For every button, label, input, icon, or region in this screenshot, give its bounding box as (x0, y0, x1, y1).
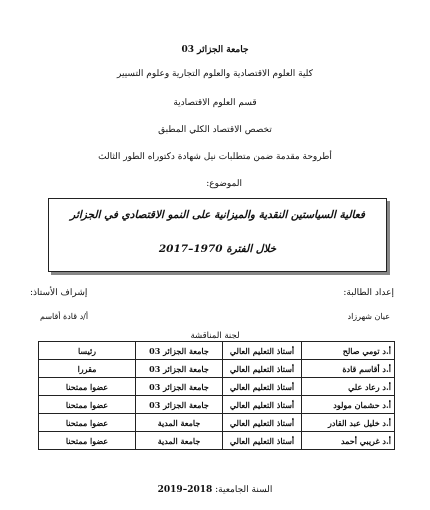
academic-year-label: السنة الجامعية: (215, 485, 273, 495)
committee-member-name: أ.د رعاد علي (302, 378, 395, 396)
thesis-title-box (48, 198, 387, 272)
committee-member-rank: أستاذ التعليم العالي (223, 414, 302, 432)
committee-member-institution: جامعة المدية (136, 432, 223, 450)
committee-label: لجنة المناقشة (190, 331, 240, 341)
academic-year (0, 484, 430, 496)
committee-member-name: أ.د خليل عبد القادر (302, 414, 395, 432)
committee-member-role: عضوا ممتحنا (39, 432, 136, 450)
faculty-name: كلية العلوم الاقتصادية والعلوم التجارية وعلوم التسيير (117, 69, 313, 79)
table-row (39, 378, 395, 396)
thesis-title-line2: خلال الفترة 1970–2017 (158, 243, 277, 255)
committee-member-role: مقررا (39, 360, 136, 378)
committee-member-rank: أستاذ التعليم العالي (223, 432, 302, 450)
table-row (39, 432, 395, 450)
thesis-title-line1: فعالية السياستين النقدية والميزانية على النمو الاقتصادي في الجزائر (70, 209, 365, 221)
committee-member-name: أ.د غريبي أحمد (302, 432, 395, 450)
supervisor-name: أ/د قادة أقاسم (40, 312, 89, 321)
committee-member-rank: أستاذ التعليم العالي (223, 378, 302, 396)
committee-member-role: عضوا ممتحنا (39, 414, 136, 432)
committee-member-institution: جامعة الجزائر 03 (136, 342, 223, 360)
committee-member-institution: جامعة الجزائر 03 (136, 396, 223, 414)
committee-member-rank: أستاذ التعليم العالي (223, 396, 302, 414)
prepared-by-label: إعداد الطالبة: (343, 288, 394, 298)
academic-year-value: 2018–2019 (157, 485, 213, 495)
committee-member-name: أ.د حشمان مولود (302, 396, 395, 414)
supervisor-label: إشراف الأستاذ: (30, 288, 88, 298)
department-name: قسم العلوم الاقتصادية (173, 98, 257, 108)
thesis-note: أطروحة مقدمة ضمن متطلبات نيل شهادة دكتوراه الطور الثالث (98, 152, 332, 162)
committee-member-role: عضوا ممتحنا (39, 378, 136, 396)
committee-member-institution: جامعة الجزائر 03 (136, 378, 223, 396)
committee-member-rank: أستاذ التعليم العالي (223, 342, 302, 360)
specialty-name: تخصص الاقتصاد الكلي المطبق (158, 125, 272, 135)
committee-table (38, 341, 395, 450)
student-name: عيان شهرزاد (347, 312, 390, 321)
table-row (39, 360, 395, 378)
table-row (39, 342, 395, 360)
table-row (39, 396, 395, 414)
committee-member-role: عضوا ممتحنا (39, 396, 136, 414)
university-name: جامعة الجزائر 03 (181, 45, 249, 55)
committee-member-institution: جامعة الجزائر 03 (136, 360, 223, 378)
committee-member-institution: جامعة المدية (136, 414, 223, 432)
committee-member-name: أ.د تومي صالح (302, 342, 395, 360)
table-row (39, 414, 395, 432)
subject-label: الموضوع: (206, 179, 242, 189)
committee-member-rank: أستاذ التعليم العالي (223, 360, 302, 378)
committee-member-name: أ.د أقاسم قادة (302, 360, 395, 378)
committee-member-role: رئيسا (39, 342, 136, 360)
